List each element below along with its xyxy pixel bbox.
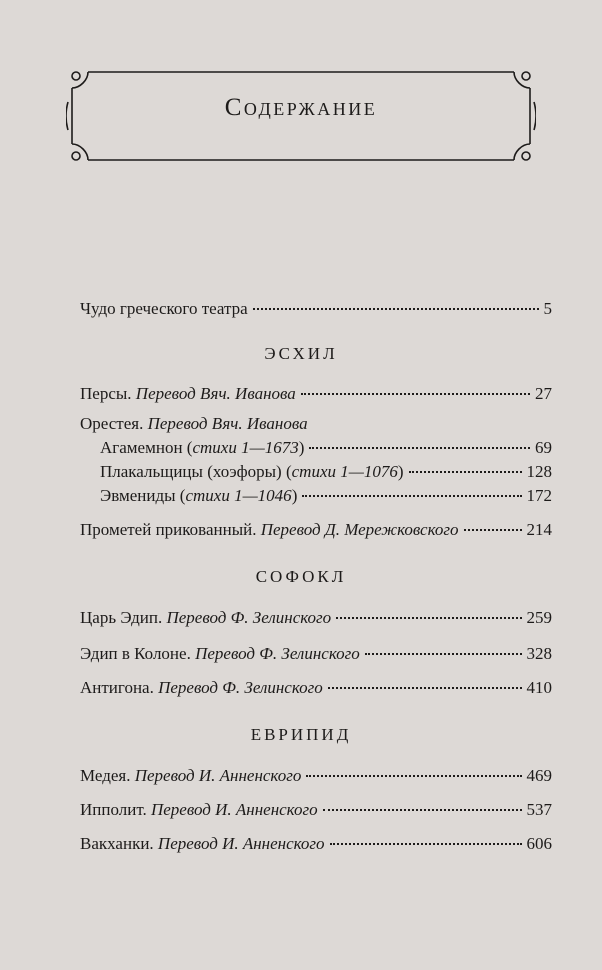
toc-entry[interactable]	[80, 380, 552, 404]
dot-leader	[330, 826, 522, 845]
toc-entry-page: 537	[526, 800, 552, 819]
dot-leader	[464, 512, 522, 531]
toc-entry-label: Медея. Перевод И. Анненского	[80, 766, 302, 785]
toc-entry-label: Царь Эдип. Перевод Ф. Зелинского	[80, 608, 332, 627]
toc-entry[interactable]	[80, 516, 552, 540]
toc-entry[interactable]	[80, 640, 552, 664]
toc-entry-page: 172	[526, 486, 552, 505]
toc-entry-page: 128	[526, 462, 552, 481]
section-heading-sophocles: СОФОКЛ	[255, 567, 347, 586]
toc-entry-label: Прометей прикованный. Перевод Д. Мережковского	[80, 520, 459, 539]
toc-entry-label: Ипполит. Перевод И. Анненского	[80, 800, 318, 819]
page-title: Содержание	[224, 94, 378, 121]
dot-leader	[409, 454, 522, 473]
toc-entry[interactable]	[80, 762, 552, 786]
dot-leader	[336, 600, 521, 619]
toc-entry-intro[interactable]	[80, 295, 552, 319]
section-heading-euripides: ЕВРИПИД	[250, 725, 352, 744]
toc-entry[interactable]	[80, 796, 552, 820]
toc-entry-label: Персы. Перевод Вяч. Иванова	[80, 384, 296, 403]
toc-entry-page: 5	[543, 299, 552, 318]
dot-leader	[365, 636, 522, 655]
dot-leader	[301, 376, 530, 395]
dot-leader	[328, 670, 522, 689]
dot-leader	[253, 291, 539, 310]
toc-entry-label: Эвмениды (стихи 1—1046)	[100, 486, 298, 505]
toc-subentry[interactable]	[100, 482, 552, 506]
dot-leader	[309, 430, 530, 449]
toc-entry-page: 606	[526, 834, 552, 853]
toc-entry-label: Плакальщицы (хоэфоры) (стихи 1—1076)	[100, 462, 404, 481]
toc-entry-page: 259	[526, 608, 552, 627]
toc-entry-group-title[interactable]: Орестея. Перевод Вяч. Иванова	[80, 414, 308, 433]
toc-entry-page: 469	[526, 766, 552, 785]
toc-entry-page: 214	[526, 520, 552, 539]
dot-leader	[302, 478, 521, 497]
toc-entry-page: 410	[526, 678, 552, 697]
toc-entry-label: Эдип в Колоне. Перевод Ф. Зелинского	[80, 644, 360, 663]
toc-entry-label: Антигона. Перевод Ф. Зелинского	[80, 678, 323, 697]
toc-entry-page: 27	[535, 384, 552, 403]
toc-entry[interactable]	[80, 674, 552, 698]
toc-entry-page: 69	[535, 438, 552, 457]
toc-entry-page: 328	[526, 644, 552, 663]
dot-leader	[323, 792, 522, 811]
toc-entry-label: Агамемнон (стихи 1—1673)	[100, 438, 305, 457]
toc-entry[interactable]	[80, 830, 552, 854]
toc-entry-label: Чудо греческого театра	[80, 299, 248, 318]
section-heading-aeschylus: ЭСХИЛ	[264, 344, 338, 363]
toc-entry-label: Вакханки. Перевод И. Анненского	[80, 834, 325, 853]
toc-entry[interactable]	[80, 604, 552, 628]
dot-leader	[306, 758, 521, 777]
